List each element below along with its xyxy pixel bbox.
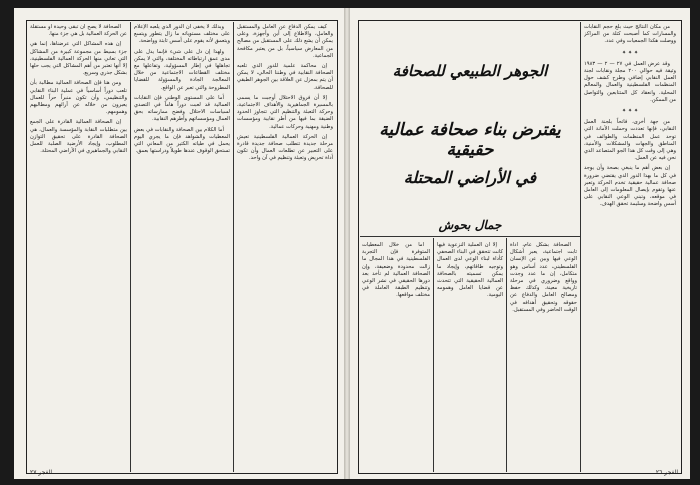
- paragraph: إن الصحافة العمالية القادرة على الجمع بين متطلبات النقابة والمؤسسة والعمال، هي الصحافة القادرة على تحقيق التوازن المطلوب، وإيجاد الأرضية الصلبة للعمل النقابي والجماهيري في الأراضي المحتلة.: [30, 119, 127, 155]
- article-author: جمال بحوش: [438, 218, 502, 232]
- paragraph: الصحافة بشكل عام، أداة ثابت اجتماعية، يعبر أشكال الوعي فيها وبين عن الإنسان الفلسطيني، عدد أساس وهو متكامل، إن ما عدد وجدت وواقع وضروري في مرحلة تاريخية معينة. وكذلك حفظ ومصالح العامل والدفاع عن حقوقه وتحقيق أهدافه في الوقت الحاضر وفي المستقبل.: [510, 242, 577, 313]
- page-number: الفجر ٢٧: [30, 469, 53, 476]
- left-page-column-middle: [134, 24, 230, 468]
- left-page-column-left: [30, 24, 127, 468]
- column-rule: [506, 238, 507, 472]
- title-line-2: يفترض بناء صحافة عمالية حقيقية: [379, 120, 561, 160]
- paragraph: ومن هنا فإن الصحافة العمالية مطالبة بأن تلعب دوراً أساسياً في عملية البناء النقابي والتنظيمي، وأن تكون منبراً حراً للعمال يعبرون من خلاله عن آرائهم ومطالبهم وهمومهم.: [30, 80, 127, 116]
- title-line-3: في الأراضي المحتلة: [403, 168, 537, 187]
- right-page-bottom-column-right: [510, 242, 577, 468]
- ornament-divider: ✦ ✦ ✦: [621, 108, 639, 115]
- page-number: الفجر ٢٦: [655, 469, 678, 476]
- title-line-1: الجوهر الطبيعي للصحافة: [392, 62, 548, 80]
- paragraph: وبذلك لا يخفى أن الدور الذي يلعبه الإعلام على مختلف مستوياته ما زال يتطور ويتسع ويتعمق لأنه يقوم على أسس ثابتة وواضحة.: [134, 24, 230, 45]
- paragraph: ولهذا إن دل على شيء فإنما يدل على مدى عمق ارتباطاته المختلفة، والتي لا يمكن تجاهلها في إطار المسؤولية، وتفاعلها مع مختلف القطاعات الاجتماعية من خلال المعالجة الجادة والمسؤولة للقضايا المطروحة والتي تعبر عن الواقع.: [134, 48, 230, 91]
- right-page-bottom-column-left: [362, 242, 430, 468]
- article-title-block: [362, 22, 578, 234]
- paragraph: إن الحركة العمالية الفلسطينية تعيش مرحلة جديدة تتطلب صحافة جديدة قادرة على التعبير عن تطلعات العمال وأن تكون أداة تحريض وتعبئة وتنظيم في آن واحد.: [237, 133, 333, 162]
- left-page: [14, 8, 344, 479]
- paragraph: إن محاكمة علمية للدور الذي تلعبه الصحافة النقابية في وطننا الحالي، لا يمكن أن يتم بمعزل عن العلاقة بين الجوهر الطبقي للصحافة.: [237, 63, 333, 91]
- right-page-bottom-column-middle: [437, 242, 503, 468]
- paragraph: من مكان النتائج حيث بلغ حجم النقابات والمسارات كما أصبحت كتلة من المراكز ووصلت هكذا الجمعيات وفي عدد.: [584, 24, 676, 45]
- paragraph: أما من خلال المعطيات المتوفرة فإن التجربة الفلسطينية في هذا المجال ما زالت محدودة وضعيفة، وإن الصحافة العمالية لم تأخذ بعد دورها الحقيقي في نشر الوعي وتنظيم الطبقة العاملة في مختلف مواقعها.: [362, 242, 430, 299]
- column-rule: [233, 22, 234, 472]
- paragraph: إن هذه المشاكل التي عرضناها، إنما هي جزء بسيط من مجموعة كبيرة من المشاكل التي تعاني منها الحركة العمالية الفلسطينية، إلا أنها تعتبر من أهم المشاكل التي يجب حلها بشكل جذري وسريع.: [30, 41, 127, 77]
- right-page: [350, 8, 690, 479]
- paragraph: إلا أن فروق الاحتلال أوجبت ما يسمى بالمسيرة الجماهيرية والأهداف الاجتماعية، وحركة التعبئة والتنظيم التي تتجاوز الحدود الضيقة بما فيها من أطر نقابية ومؤسسات وطنية ومهنية وحركات عمالية.: [237, 94, 333, 130]
- paragraph: كيف يمكن الدفاع عن العامل والمستقبل والعامل، والاطلاع إلى أين وأجهزة، وعلى يمكن أن يشع ذلك على المستقبل من مصالح من المعارض سياسياً، بل من يعتبر مكافحة الجماعية.: [237, 24, 333, 59]
- ornament-divider: ✦ ✦ ✦: [621, 49, 639, 56]
- column-rule: [130, 22, 131, 472]
- paragraph: أما الكلام بين الصحافة والنقابات في بعض المعطيات والشواهد فإن ما يجري اليوم يحمل في طياته الكثير من المعاني التي تستحق الوقوف عندها طويلاً ودراستها بعمق.: [134, 126, 230, 155]
- paragraph: أما على المستوى الوطني فإن النقابات العمالية قد لعبت دوراً هاماً في التصدي لسياسات الاحتلال وفضح ممارساته بحق العمال ومؤسساتهم وأطرهم النقابية.: [134, 94, 230, 123]
- paragraph: من جهة أخرى، فاتحاً بلجنة العمل النقابي، فإنها تعددت وحملت الأمانة التي توحد عمل المنظمات والطوائف في المناطق والجهات والمشكلات والأمنية، وهي إلى وقت كل هذا الجو المتصاعد الذي نحن فيه عن العمل.: [584, 119, 676, 162]
- paragraph: إن بعض أهم ما ينبغي بصحة وأن يوجد في كل ما بهذا الدور الذي يقتضي ضرورة صحافة عمالية حقيقية تخدم الحركة وتعبر عنها وتقوم بإيصال المعلومات إلى العامل في موقعه، وتبني الوعي النقابي على أسس واضحة وسليمة تحقق الهدف.: [584, 165, 676, 208]
- column-rule: [433, 238, 434, 472]
- paragraph: الصحافة لا يصح أن تبقى وحيدة أو مستقلة عن الحركة العمالية بل هي جزء منها.: [30, 24, 127, 38]
- column-rule: [580, 22, 581, 472]
- right-page-side-column: [584, 24, 676, 468]
- title-divider: [360, 236, 580, 237]
- paragraph: وقد عرض العمل في ٢٧ — ٢ — ١٩٨٣ وثيقة فيه حوالي ٢٠٠ مجلة ونقابات لجنة العمل النقابي إضافي وطرح كشف حول المنظمات الفلسطينية والعمال والمعالم المحلية. وانعقاد كل المتتابعين والتواصل من الممكن.: [584, 60, 676, 103]
- left-page-column-right: [237, 24, 333, 468]
- paragraph: إلا أن العملية النزعوية فيها كانت تتحقق في البناء الصحفي كأداة لبناء الوعي لدى العمال وتوجيه طاقاتهم، وإيجاد ما يمكن تسميته بالصحافة العمالية الحقيقية التي تتحدث عن قضايا العامل وهمومه اليومية.: [437, 242, 503, 299]
